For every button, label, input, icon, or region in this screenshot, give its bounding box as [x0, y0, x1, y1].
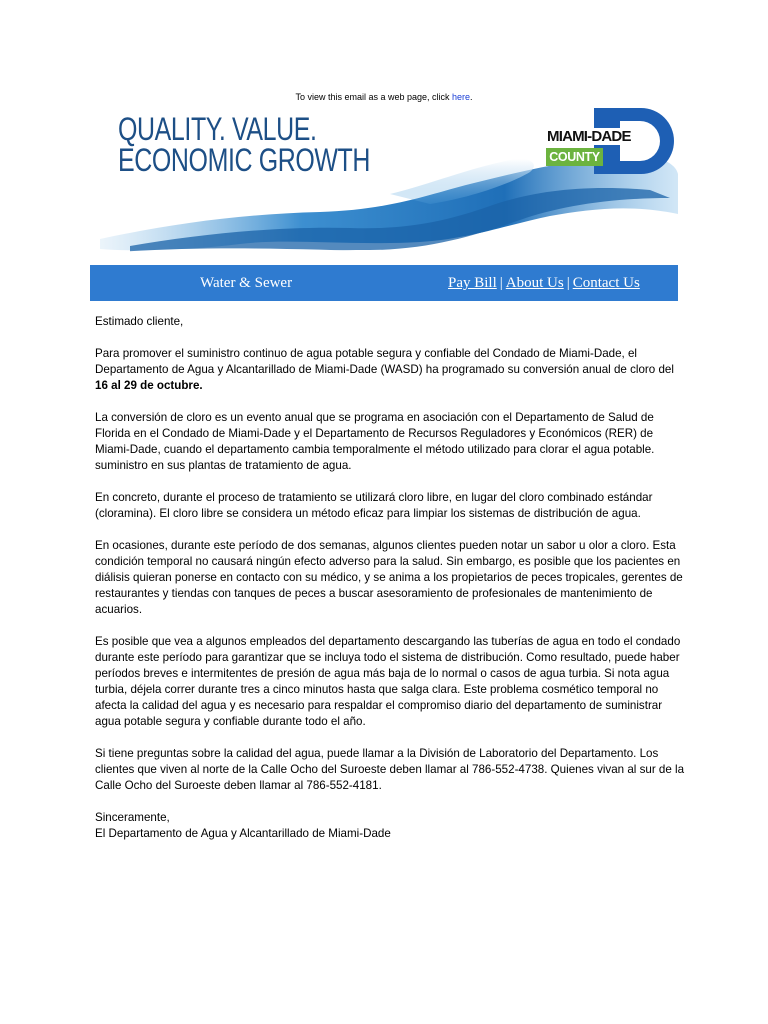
contact-us-link[interactable]: Contact Us	[572, 275, 640, 291]
paragraph-contact-phones: Si tiene preguntas sobre la calidad del agua, puede llamar a la División de Laboratorio del Departamento. Los clientes que viven al norte de la Calle Ocho del Suroeste deben llamar al 786-552-4738. Quienes vivan al sur de la Calle Ocho del Suroeste deben llamar al 786-552-4181.	[95, 747, 685, 792]
web-view-link[interactable]: here	[452, 92, 471, 102]
email-body	[95, 314, 685, 858]
nav-bar	[90, 265, 678, 301]
miami-dade-logo	[542, 108, 674, 174]
logo-name: MIAMI-DADE	[547, 128, 631, 145]
paragraph-conversion-dates	[95, 346, 685, 394]
nav-separator: |	[566, 275, 570, 291]
signature: El Departamento de Agua y Alcantarillado de Miami-Dade	[95, 827, 391, 840]
logo-county: COUNTY	[546, 148, 603, 166]
paragraph-text: Para promover el suministro continuo de agua potable segura y confiable del Condado de Miami-Dade, el Departamento de Agua y Alcantarillado de Miami-Dade (WASD) ha programado su conversión anual de cloro del	[95, 347, 674, 376]
preheader-text: To view this email as a web page, click	[295, 92, 453, 102]
paragraph-free-chlorine: En concreto, durante el proceso de tratamiento se utilizará cloro libre, en lugar del cloro combinado estándar (cloramina). El cloro libre se considera un método eficaz para limpiar los sistemas de distribución de agua.	[95, 491, 653, 520]
paragraph-taste-odor: En ocasiones, durante este período de dos semanas, algunos clientes pueden notar un sabor u olor a cloro. Esta condición temporal no causará ningún efecto adverso para la salud. Sin embargo, es posible que los pacientes en diálisis quieran ponerse en contacto con su médico, y se anima a los propietarios de peces tropicales, gerentes de restaurantes y tiendas con tanques de peces a buscar asesoramiento de profesionales de mantenimiento de acuarios.	[95, 539, 683, 616]
nav-title: Water & Sewer	[200, 275, 293, 291]
tagline-line-1: QUALITY. VALUE.	[118, 111, 317, 147]
greeting: Estimado cliente,	[95, 315, 184, 328]
paragraph-flushing: Es posible que vea a algunos empleados del departamento descargando las tuberías de agua en todo el condado durante este período para garantizar que se incluya todo el sistema de distribución. Como resultado, puede haber períodos breves e intermitentes de presión de agua más baja de lo normal o casos de agua turbia. Si nota agua turbia, déjela correr durante tres a cinco minutos hasta que salga clara. Este problema cosmético temporal no afecta la calidad del agua y es necesario para respaldar el compromiso diario del departamento de suministrar agua potable segura y confiable durante todo el año.	[95, 635, 681, 728]
tagline-line-2: ECONOMIC GROWTH	[118, 142, 371, 178]
about-us-link[interactable]: About Us	[505, 275, 564, 291]
preheader	[0, 92, 768, 102]
nav-links	[448, 275, 640, 292]
nav-separator: |	[499, 275, 503, 291]
header-banner	[90, 104, 678, 262]
pay-bill-link[interactable]: Pay Bill	[448, 275, 497, 291]
paragraph-annual-event: La conversión de cloro es un evento anual que se programa en asociación con el Departamento de Salud de Florida en el Condado de Miami-Dade y el Departamento de Recursos Reguladores y Económicos (RER) de Miami-Dade, cuando el departamento cambia temporalmente el método utilizado para clorar el agua potable. suministro en sus plantas de tratamiento de agua.	[95, 411, 655, 472]
conversion-dates: 16 al 29 de octubre.	[95, 379, 203, 392]
preheader-suffix: .	[470, 92, 473, 102]
closing: Sinceramente,	[95, 811, 170, 824]
tagline	[118, 111, 371, 178]
